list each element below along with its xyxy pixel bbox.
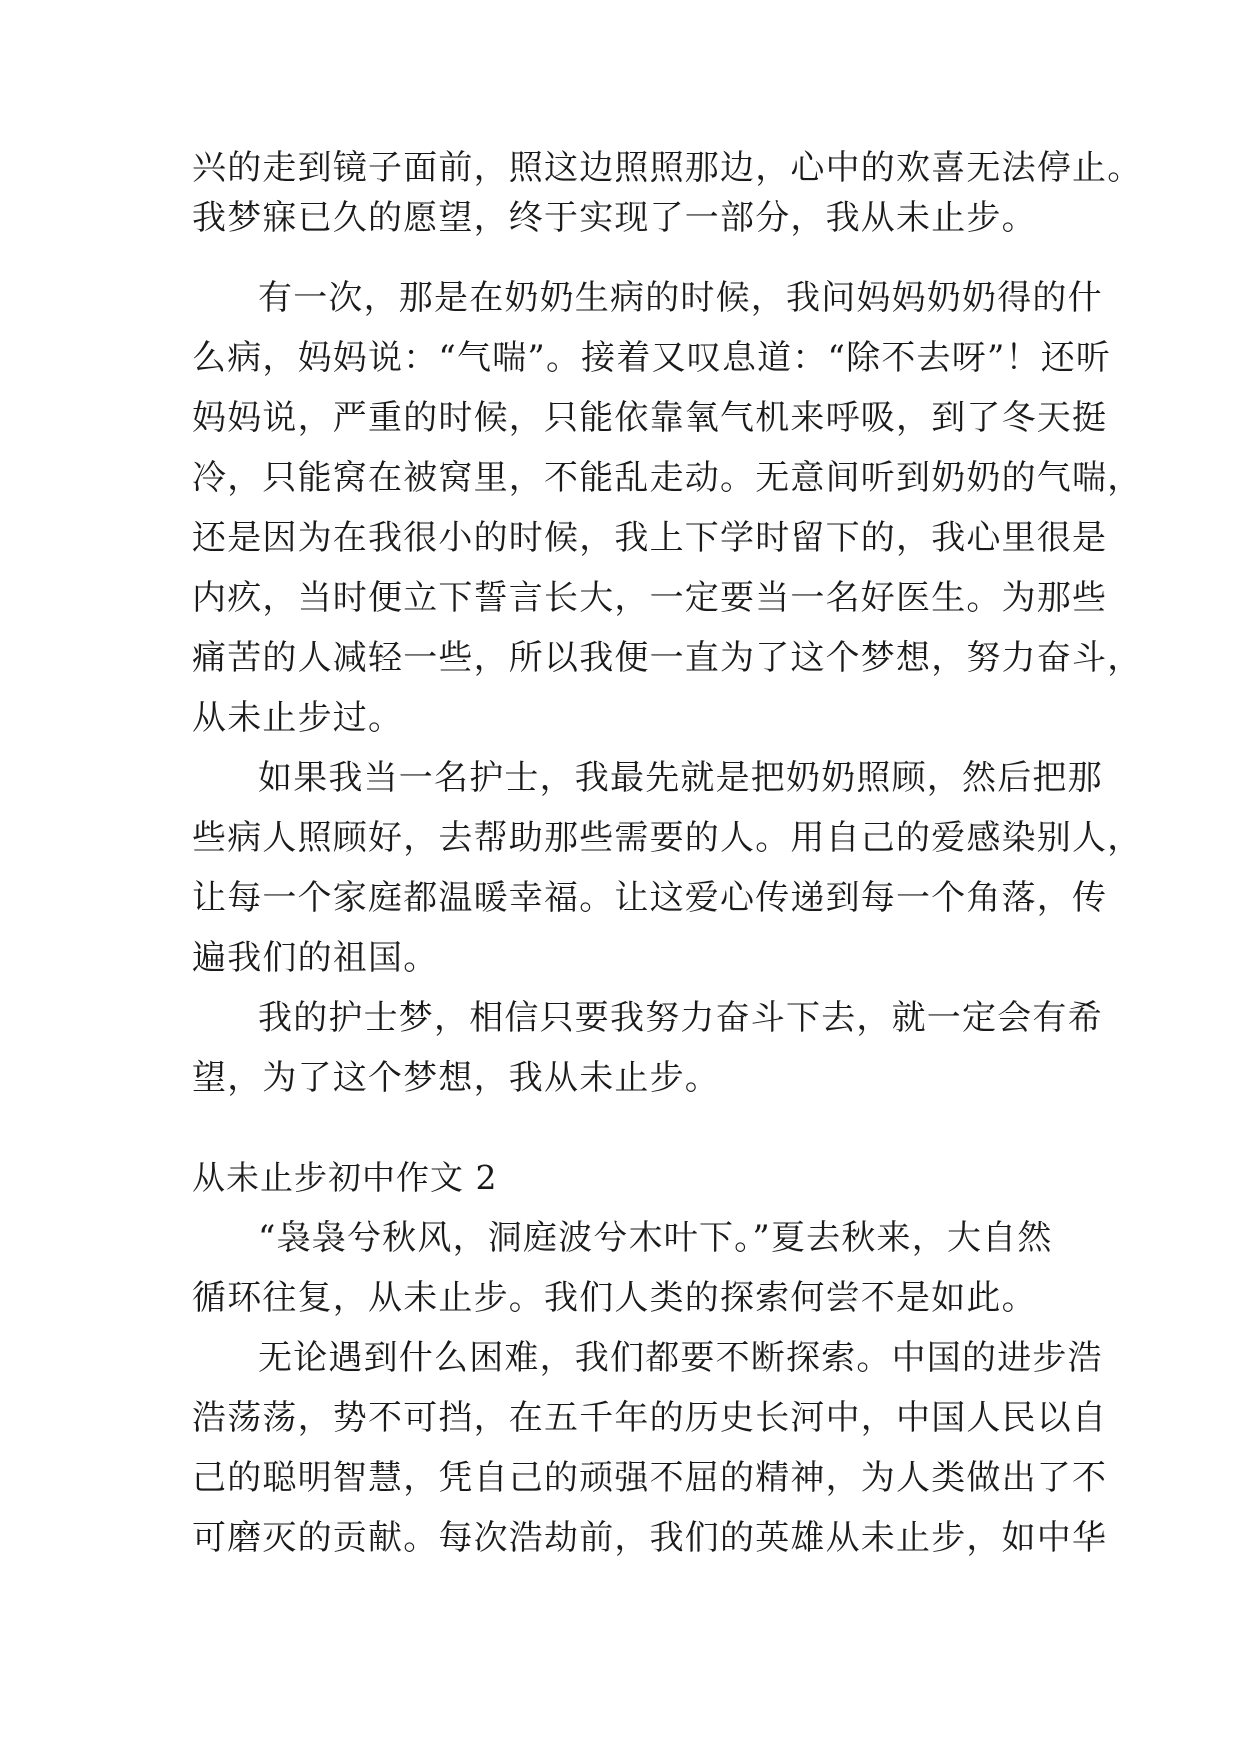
- text-line: 些病人照顾好，去帮助那些需要的人。用自己的爱感染别人，: [192, 818, 1143, 858]
- text-line: 我梦寐已久的愿望，终于实现了一部分，我从未止步。: [192, 198, 1037, 238]
- text-line: 还是因为在我很小的时候，我上下学时留下的，我心里很是: [192, 518, 1108, 558]
- text-line: 循环往复，从未止步。我们人类的探索何尝不是如此。: [192, 1278, 1037, 1318]
- paragraph-start: “袅袅兮秋风，洞庭波兮木叶下。”夏去秋来，大自然: [258, 1218, 1053, 1258]
- text-line: 妈妈说，严重的时候，只能依靠氧气机来呼吸，到了冬天挺: [192, 398, 1108, 438]
- text-line: 内疚，当时便立下誓言长大，一定要当一名好医生。为那些: [192, 578, 1108, 618]
- paragraph-start: 如果我当一名护士，我最先就是把奶奶照顾，然后把那: [258, 758, 1103, 798]
- text-line: 兴的走到镜子面前，照这边照照那边，心中的欢喜无法停止。: [192, 148, 1143, 188]
- text-line: 遍我们的祖国。: [192, 938, 439, 978]
- text-line: 望，为了这个梦想，我从未止步。: [192, 1058, 720, 1098]
- section-title: 从未止步初中作文 2: [192, 1158, 498, 1197]
- paragraph-start: 有一次，那是在奶奶生病的时候，我问妈妈奶奶得的什: [258, 278, 1103, 318]
- text-line: 让每一个家庭都温暖幸福。让这爱心传递到每一个角落，传: [192, 878, 1108, 918]
- text-line: 从未止步过。: [192, 698, 404, 738]
- paragraph-start: 无论遇到什么困难，我们都要不断探索。中国的进步浩: [258, 1338, 1103, 1378]
- text-line: 己的聪明智慧，凭自己的顽强不屈的精神，为人类做出了不: [192, 1458, 1108, 1498]
- text-line: 可磨灭的贡献。每次浩劫前，我们的英雄从未止步，如中华: [192, 1518, 1108, 1558]
- text-line: 冷，只能窝在被窝里，不能乱走动。无意间听到奶奶的气喘，: [192, 458, 1143, 498]
- text-line: 么病，妈妈说：“气喘”。接着又叹息道：“除不去呀”！还听: [192, 338, 1112, 378]
- text-line: 浩荡荡，势不可挡，在五千年的历史长河中，中国人民以自: [192, 1398, 1108, 1438]
- text-line: 痛苦的人减轻一些，所以我便一直为了这个梦想，努力奋斗，: [192, 638, 1143, 678]
- paragraph-start: 我的护士梦，相信只要我努力奋斗下去，就一定会有希: [258, 998, 1103, 1038]
